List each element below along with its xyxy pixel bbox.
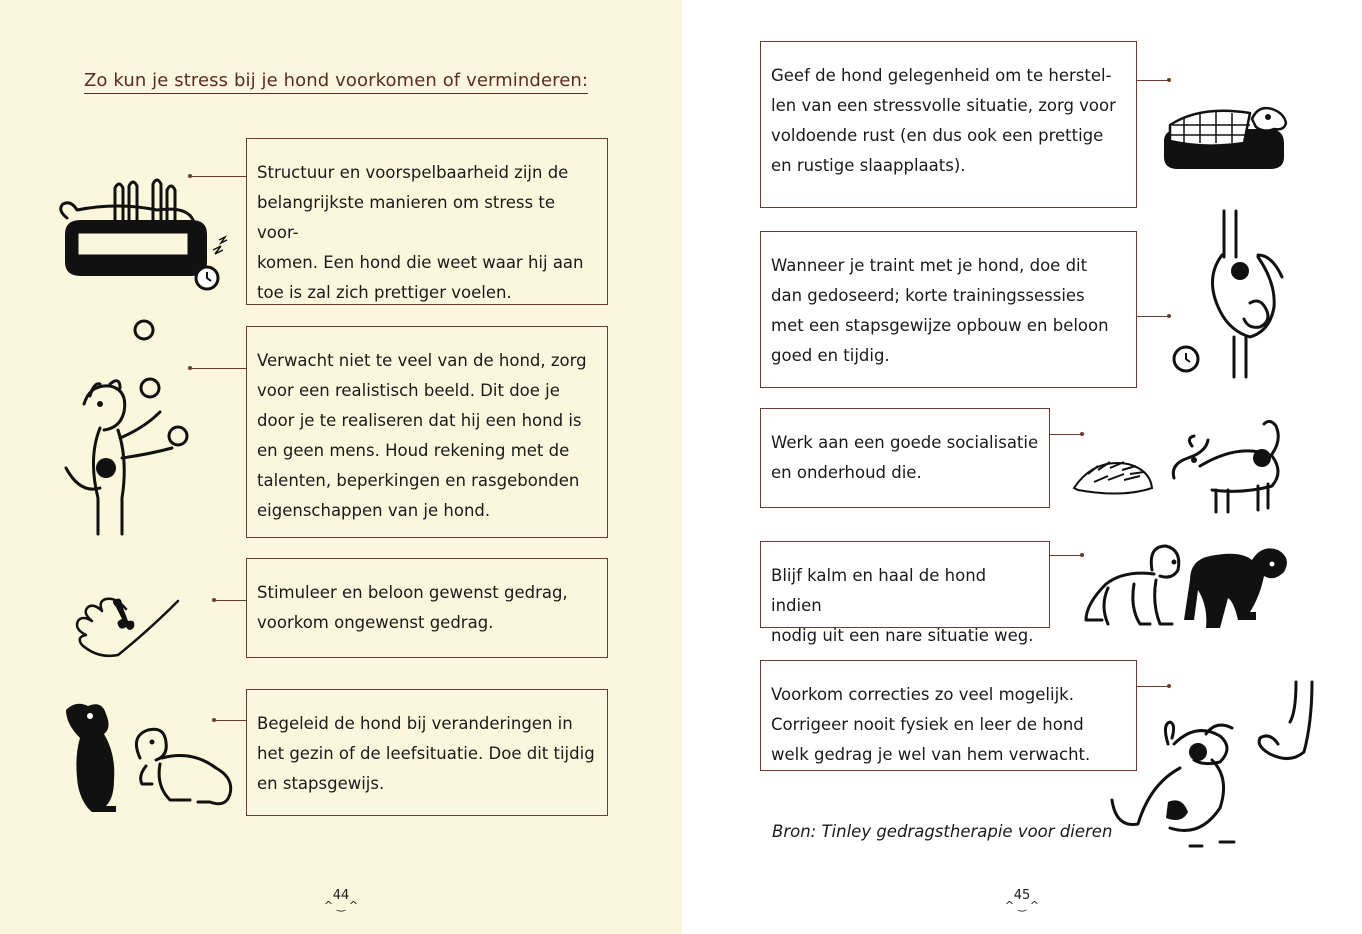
tip-text: Geef de hond gelegenheid om te herstel- len van een stressvolle situatie, zorg voor voldoende rust (en dus ook een prettige en rustige slaapplaats). [771, 66, 1116, 175]
tip-text: Blijf kalm en haal de hond indien nodig uit een nare situatie weg. [771, 566, 1034, 645]
page-number-ornament: ^ ‿ ^ [323, 899, 359, 912]
leader-dot [1167, 78, 1171, 82]
leader-line [214, 600, 246, 601]
dog-in-basket-with-alarm-clock-icon [55, 178, 235, 296]
leader-line [1137, 316, 1169, 317]
tip-text: Verwacht niet te veel van de hond, zorg voor een realistisch beeld. Dit doe je door je te realiseren dat hij een hond is en geen mens. Houd rekening met de talenten, beperkingen en rasgebonden eigenschappen van je hond. [257, 351, 587, 520]
page-number-text: 44 [332, 888, 350, 903]
tip-text: Stimuleer en beloon gewenst gedrag, voorkom ongewenst gedrag. [257, 583, 568, 632]
page-heading: Zo kun je stress bij je hond voorkomen of verminderen: [84, 70, 588, 94]
page-number-right [992, 888, 1052, 910]
tip-text: Voorkom correcties zo veel mogelijk. Corrigeer nooit fysiek en leer de hond welk gedrag je wel van hem verwacht. [771, 685, 1091, 764]
dog-resting-in-basket-icon [1160, 95, 1290, 173]
tip-box-realistic [246, 326, 608, 538]
leader-line [190, 176, 246, 177]
page-number-text: 45 [1013, 888, 1031, 903]
dog-juggling-balls-icon [60, 318, 195, 543]
tip-box-training [760, 231, 1137, 388]
tip-box-recovery [760, 41, 1137, 208]
page-number-left [311, 888, 371, 910]
tip-box-structure [246, 138, 608, 305]
hand-with-bone-icon [72, 575, 182, 660]
tip-text: Structuur en voorspelbaarheid zijn de belangrijkste manieren om stress te voor- komen. Een hond die weet waar hij aan toe is zal zich prettiger voelen. [257, 163, 584, 302]
page-number-ornament: ^ ‿ ^ [1004, 899, 1040, 912]
crawling-baby-and-dog-icon [1078, 540, 1293, 635]
tip-text: Begeleid de hond bij veranderingen in het gezin of de leefsituatie. Doe dit tijdig en stapsgewijs. [257, 714, 595, 793]
sitting-dog-and-hand-icon [1110, 678, 1320, 850]
leader-line [190, 368, 246, 369]
tip-box-changes [246, 689, 608, 816]
dog-and-crawling-baby-icon [62, 698, 237, 818]
source-citation: Bron: Tinley gedragstherapie voor dieren [772, 822, 1113, 841]
dog-meeting-hedgehog-icon [1068, 410, 1288, 515]
tip-box-socialisation [760, 408, 1050, 508]
tip-text: Werk aan een goede socialisatie en onderhoud die. [771, 433, 1039, 482]
tip-box-reward [246, 558, 608, 658]
tip-box-corrections [760, 660, 1137, 771]
dog-upside-down-with-clock-icon [1170, 205, 1292, 383]
leader-line [1137, 80, 1169, 81]
tip-box-calm [760, 541, 1050, 645]
tip-text: Wanneer je traint met je hond, doe dit dan gedoseerd; korte trainingssessies met een stapsgewijze opbouw en beloon goed en tijdig. [771, 256, 1109, 365]
